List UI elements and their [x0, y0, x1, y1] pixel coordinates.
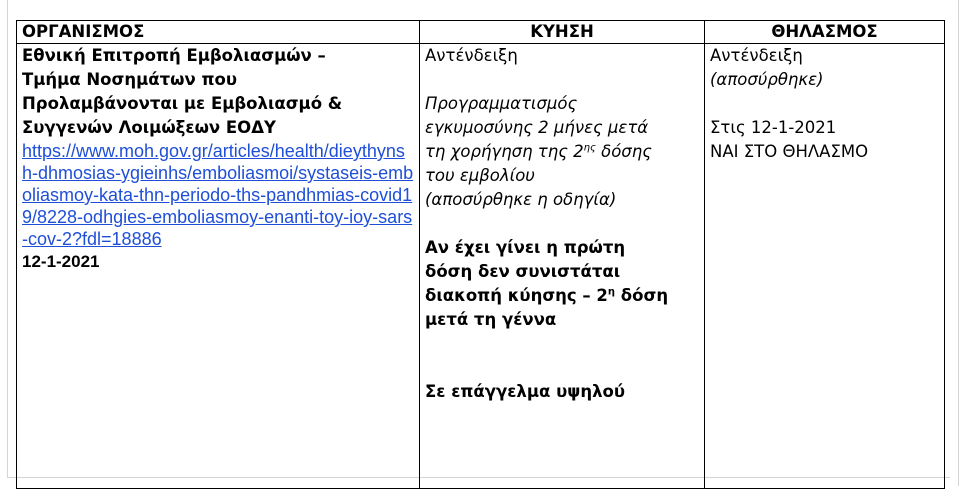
pregnancy-status: Αντένδειξη [425, 46, 518, 65]
organization-name-line: Τμήμα Νοσημάτων που [22, 70, 237, 89]
planning-line: εγκυμοσύνης 2 μήνες μετά [425, 118, 649, 137]
header-pregnancy: ΚΥΗΣΗ [420, 21, 705, 44]
organization-name-line: Συγγενών Λοιμώξεων ΕΟΔΥ [22, 118, 276, 137]
guidelines-link[interactable]: https://www.moh.gov.gr/articles/health/dieythynsh-dhmosias-ygieinhs/emboliasmoi/systaseis-emboliasmoy-kata-thn-periodo-ths-pandhmias-covid19/8228-odhgies-emboliasmoy-enanti-toy-ioy-sars-cov-2?fdl=18886 [22, 141, 414, 249]
planning-line: τη χορήγηση της $2^{\eta\varsigma}$ δόσης [425, 142, 652, 161]
breastfeeding-date: Στις 12-1-2021 [710, 118, 837, 137]
header-row [17, 21, 945, 44]
pregnancy-cell [420, 44, 705, 489]
first-dose-line: δόση δεν συνιστάται [425, 262, 621, 281]
organization-name-line: Εθνική Επιτροπή Εμβολιασμών – [22, 46, 326, 65]
planning-line: του εμβολίου [425, 166, 535, 185]
breastfeeding-cell [705, 44, 945, 489]
header-organization: ΟΡΓΑΝΙΣΜΟΣ [17, 21, 420, 44]
header-breastfeeding: ΘΗΛΑΣΜΟΣ [705, 21, 945, 44]
planning-line: (αποσύρθηκε η οδηγία) [425, 190, 617, 209]
breastfeeding-withdrawn: (αποσύρθηκε) [710, 70, 824, 89]
breastfeeding-status: Αντένδειξη [710, 46, 803, 65]
first-dose-line: διακοπή κύησης – $2^\eta$ δόση [425, 286, 669, 305]
breastfeeding-yes: ΝΑΙ ΣΤΟ ΘΗΛΑΣΜΟ [710, 142, 869, 161]
occupation-line: Σε επάγγελμα υψηλού [425, 382, 626, 401]
page-edge-left [7, 0, 8, 478]
organization-cell [17, 44, 420, 489]
first-dose-line: Αν έχει γίνει η πρώτη [425, 238, 626, 257]
table-row [17, 44, 945, 489]
organization-name-line: Προλαμβάνονται με Εμβολιασμό & [22, 94, 343, 113]
first-dose-line: μετά τη γέννα [425, 310, 557, 329]
planning-line: Προγραμματισμός [425, 94, 578, 113]
vaccination-recommendations-table [16, 20, 945, 489]
page-edge-right [958, 0, 959, 486]
organization-date: 12-1-2021 [22, 252, 100, 271]
